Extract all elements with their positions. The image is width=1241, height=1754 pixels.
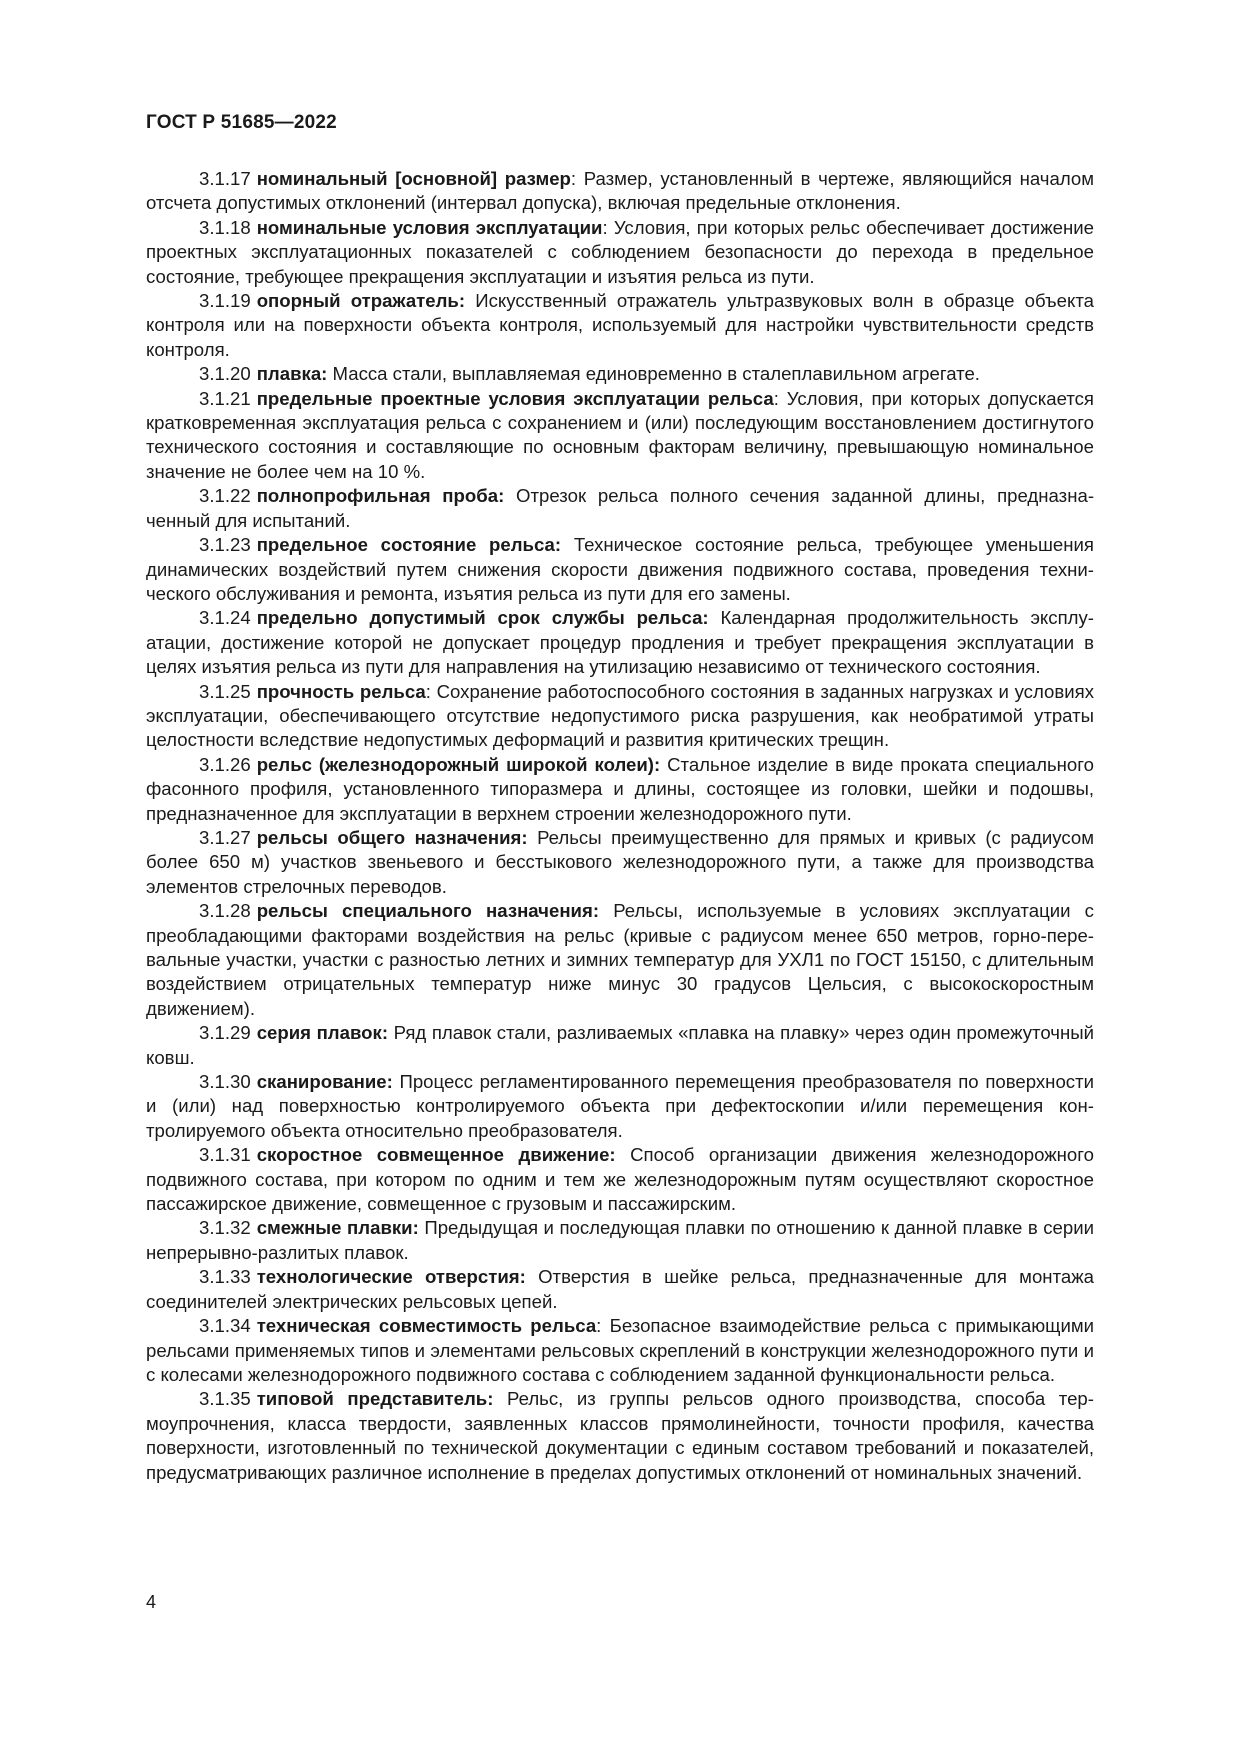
entry-term: опорный отражатель: (256, 290, 466, 312)
entry-number: 3.1.32 (199, 1217, 251, 1239)
entry-number: 3.1.34 (199, 1315, 251, 1337)
entry-number: 3.1.35 (199, 1388, 251, 1410)
entry-separator: : (602, 216, 608, 238)
entry-term: предельно допустимый срок службы рельса: (256, 607, 709, 629)
entry-term: серия плавок: (256, 1022, 389, 1044)
definition-entry (146, 362, 1094, 386)
definition-entry (146, 533, 1094, 606)
entry-definition: Условия, при которых допускается кратковременная эксплуатация рельса с сохранением и (или) последующим восстановлением достигнутого технического состояния и составляющие по основным факторам величину, превышающую номинальное значение не более чем на 10 %. (146, 387, 1094, 482)
entry-definition: Процесс регламентированного перемещения преобразователя по поверхности и (или) над поверхностью контролируемого объекта при дефектоскопии и/или перемещения контролируемого объекта относительно преобразователя. (146, 1071, 1094, 1141)
definition-entry (146, 753, 1094, 826)
entry-number: 3.1.28 (199, 900, 251, 922)
entry-term: сканирование: (256, 1071, 393, 1093)
definition-entry (146, 1265, 1094, 1314)
entry-term: номинальные условия эксплуатации (256, 216, 603, 238)
entry-term: полнопрофильная проба: (256, 485, 505, 507)
definition-entry (146, 606, 1094, 679)
entry-number: 3.1.20 (199, 363, 251, 385)
entry-definition: Рельсы преимущественно для прямых и кривых (с радиусом более 650 м) участков звеньевого и бесстыкового железнодорожного пути, а также для производства элементов стрелочных переводов. (146, 826, 1094, 897)
definition-entry (146, 826, 1094, 899)
entry-term: рельсы общего назначения: (256, 826, 528, 848)
entry-definition: Сохранение работоспособного состояния в заданных нагрузках и условиях эксплуатации, обеспечивающего отсутствие недопустимого риска разрушения, как необратимой утраты целостности вследствие недопустимых деформаций и развития критических трещин. (146, 680, 1095, 751)
definition-entry (146, 216, 1094, 289)
definition-entry (146, 167, 1094, 216)
document-header: ГОСТ Р 51685—2022 (146, 112, 337, 133)
entry-definition: Отрезок рельса полного сечения заданной длины, предназначенный для испытаний. (146, 485, 1095, 531)
definition-entry (146, 1021, 1094, 1070)
definition-entry (146, 387, 1094, 485)
entry-term: предельные проектные условия эксплуатации рельса (256, 387, 774, 409)
entry-number: 3.1.23 (199, 534, 251, 556)
entry-term: типовой представитель: (256, 1388, 494, 1410)
entry-term: рельс (железнодорожный широкой колеи): (256, 753, 661, 775)
entry-number: 3.1.19 (199, 290, 251, 312)
entry-definition: Условия, при которых рельс обеспечивает достижение проектных эксплуатационных показателей с соблюдением безопасности до перехода в предельное состояние, требующее прекращения эксплуатации и изъятия рельса из пути. (146, 216, 1095, 287)
entry-definition: Отверстия в шейке рельса, предназначенные для монтажа соединителей электрических рельсовых цепей. (146, 1266, 1095, 1312)
definition-entry (146, 1314, 1094, 1387)
entry-number: 3.1.17 (199, 168, 251, 189)
entry-definition: Масса стали, выплавляемая единовременно в сталеплавильном агрегате. (327, 363, 980, 385)
entry-number: 3.1.31 (199, 1144, 251, 1166)
entry-definition: Рельс, из группы рельсов одного производства, способа термоупрочнения, класса твердости, заявленных классов прямолинейности, точности профиля, качества поверхности, изготовленный по технической документации с единым составом требований и показателей, предусматривающих различное исполнение в пределах допустимых отклонений от номинальных значений. (146, 1388, 1094, 1483)
entry-term: предельное состояние рельса: (256, 534, 562, 556)
entry-term: рельсы специального назначения: (256, 900, 600, 922)
entry-term: плавка: (256, 363, 328, 385)
entry-number: 3.1.29 (199, 1022, 251, 1044)
entry-term: прочность рельса (256, 680, 426, 702)
entry-number: 3.1.26 (199, 753, 251, 775)
entry-definition: Безопасное взаимодействие рельса с примыкающими рельсами применяемых типов и элементами рельсовых скреплений в конструкции железнодорожного пути и с колесами железнодорожного подвижного состава с соблюдением заданной функциональности рельса. (146, 1315, 1094, 1385)
entry-number: 3.1.24 (199, 607, 251, 629)
entry-number: 3.1.21 (199, 387, 251, 409)
definition-entry (146, 680, 1094, 753)
definition-entry (146, 484, 1094, 533)
entry-term: смежные плавки: (256, 1217, 419, 1239)
entry-term: номинальный [основной] размер (256, 168, 571, 189)
entry-number: 3.1.30 (199, 1071, 251, 1093)
entry-number: 3.1.25 (199, 680, 251, 702)
entry-separator: : (570, 168, 577, 189)
entry-definition: Техническое состояние рельса, требующее уменьшения динамических воздействий путем снижения скорости движения подвижного состава, проведения технического обслуживания и ремонта, изъятия рельса из пути для его замены. (146, 534, 1094, 604)
definition-entry (146, 1216, 1094, 1265)
entry-separator: : (425, 680, 431, 702)
entry-term: технологические отверстия: (256, 1266, 526, 1288)
entry-definition: Размер, установленный в чертеже, являющийся началом отсчета допустимых отклонений (интервал допуска), включая предельные отклонения. (146, 168, 1095, 214)
entry-definition: Предыдущая и последующая плавки по отношению к данной плавке в серии непрерывно-разлитых плавок. (146, 1217, 1094, 1263)
entry-definition: Искусственный отражатель ультразвуковых волн в образце объекта контроля или на поверхности объекта контроля, используемый для настройки чувствительности средств контроля. (146, 290, 1095, 360)
definition-entry (146, 1143, 1094, 1216)
definition-entry (146, 1070, 1094, 1143)
entry-separator: : (596, 1315, 602, 1337)
entry-number: 3.1.18 (199, 216, 251, 238)
entry-definition: Календарная продолжительность эксплуатации, достижение которой не допускает процедур продления и требует прекращения эксплуатации в целях изъятия рельса из пути для направления на утилизацию независимо от технического состояния. (146, 607, 1094, 678)
definition-entry (146, 899, 1094, 1021)
entry-definition: Способ организации движения железнодорожного подвижного состава, при котором по одним и тем же железнодорожным путям осуществляют скоростное пассажирское движение, совмещенное с грузовым и пассажирским. (146, 1144, 1094, 1215)
page-number: 4 (146, 1592, 157, 1612)
definition-entry (146, 1387, 1094, 1485)
entry-number: 3.1.33 (199, 1266, 251, 1288)
entry-number: 3.1.27 (199, 826, 251, 848)
entry-definition: Стальное изделие в виде проката специального фасонного профиля, установленного типоразмера и длины, состоящее из головки, шейки и подошвы, предназначенное для эксплуатации в верхнем строении железнодорожного пути. (146, 753, 1094, 824)
definition-entry (146, 289, 1094, 362)
entry-number: 3.1.22 (199, 485, 251, 507)
document-body (146, 167, 1094, 1485)
entry-separator: : (773, 387, 779, 409)
entry-term: скоростное совмещенное движение: (256, 1144, 616, 1166)
entry-definition: Рельсы, используемые в условиях эксплуатации с преобладающими факторами воздействия на рельс (кривые с радиусом менее 650 метров, горно-перевальные участки, участки с разностью летних и зимних температур для УХЛ1 по ГОСТ 15150, с длительным воздействием отрицательных температур ниже минус 30 градусов Цельсия, с высокоскоростным движением). (146, 900, 1094, 1019)
entry-definition: Ряд плавок стали, разливаемых «плавка на плавку» через один промежуточный ковш. (146, 1022, 1094, 1068)
entry-term: техническая совместимость рельса (256, 1315, 597, 1337)
